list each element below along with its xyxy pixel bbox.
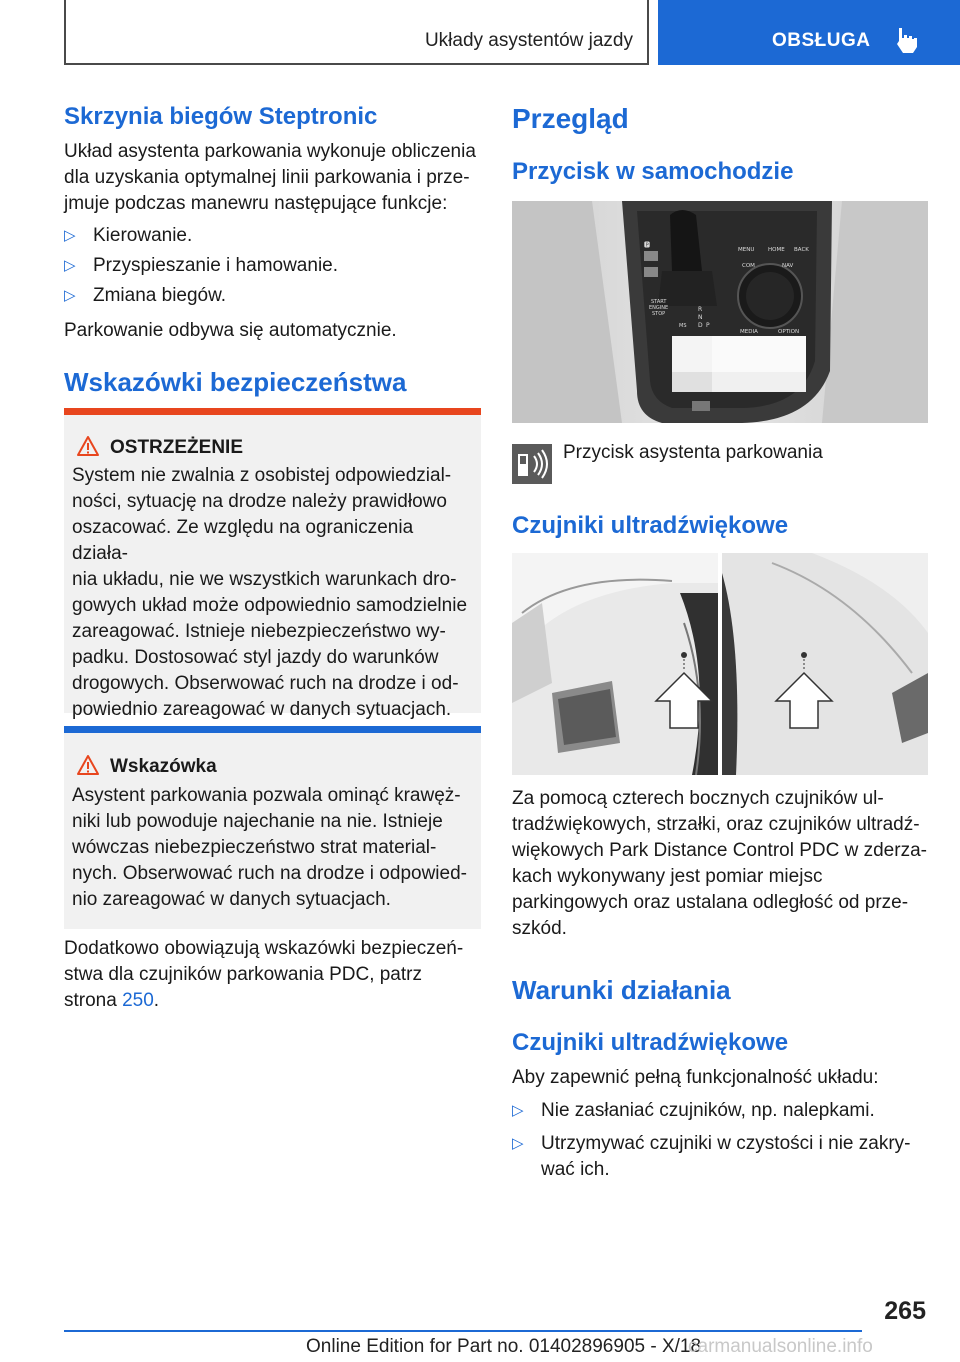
warning-text: System nie zwalnia z osobistej odpowiedzial- ności, sytuację na drodze należy prawidłowo oszacować. Ze względu na ograniczenia działa- nia układu, nie we wszystkich warunkach dro- gowych układ może odpowiednio samodzielnie zareagować. Istnieje niebezpieczeństwo wy- padku. Dostosować styl jazdy do warunków drogowych. Obserwować ruch na drodze i od- powiednio zareagować w danych sytuacjach. xyxy=(72,465,468,720)
console-label: P xyxy=(706,322,710,329)
console-label: N xyxy=(698,314,703,321)
header-chapter-label: OBSŁUGA xyxy=(772,30,871,51)
hand-pointer-icon xyxy=(894,26,920,54)
center-console-drawing xyxy=(512,201,928,423)
overview-heading: Przegląd xyxy=(512,103,629,134)
console-label: COM xyxy=(742,263,755,269)
notice-title: Wskazówka xyxy=(110,756,217,777)
footer-watermark: carmanualsonline.info xyxy=(688,1336,873,1357)
extra-note-line: Dodatkowo obowiązują wskazówki bezpieczeń- xyxy=(64,938,464,959)
console-label: ENGINE xyxy=(649,305,669,311)
console-label: OPTION xyxy=(778,329,800,335)
sensors-text-line: tradźwiękowych, strzałki, oraz czujników ultradź- xyxy=(512,814,920,835)
console-label: MS xyxy=(679,323,687,329)
page-number: 265 xyxy=(884,1297,926,1325)
center-console-image xyxy=(512,201,928,423)
warning-title: OSTRZEŻENIE xyxy=(110,437,244,458)
ultrasonic-sensors-image xyxy=(512,553,928,775)
sensors-text-line: kach wykonywany jest pomiar miejsc xyxy=(512,866,823,887)
warning-triangle-icon xyxy=(76,435,100,457)
svg-text:🅿: 🅿 xyxy=(644,242,651,249)
footer-edition: Online Edition for Part no. 01402896905 - X/18 xyxy=(306,1336,702,1357)
conditions-subheading: Czujniki ultradźwiękowe xyxy=(512,1029,789,1056)
bullet-triangle-icon: ▷ xyxy=(512,1102,524,1119)
console-label: MENU xyxy=(738,247,755,253)
console-label: R xyxy=(698,306,703,313)
console-label: MEDIA xyxy=(740,329,758,335)
console-label: BACK xyxy=(794,247,809,253)
page-reference-link[interactable]: 250 xyxy=(122,990,154,1011)
console-label: START xyxy=(651,299,667,305)
list-item-continuation: wać ich. xyxy=(541,1159,610,1180)
warning-box xyxy=(64,408,481,720)
extra-note-line: strona 250. xyxy=(64,990,160,1011)
header-section-title: Układy asystentów jazdy xyxy=(424,30,633,51)
bullet-triangle-icon: ▷ xyxy=(512,1135,524,1152)
safety-heading: Wskazówki bezpieczeństwa xyxy=(64,367,407,397)
conditions-intro: Aby zapewnić pełną funkcjonalność układu: xyxy=(512,1067,879,1088)
notice-box xyxy=(64,726,481,929)
bullet-triangle-icon: ▷ xyxy=(64,227,76,244)
conditions-heading: Warunki działania xyxy=(512,975,731,1005)
steptronic-intro-line: dla uzyskania optymalnej linii parkowania i prze- xyxy=(64,167,470,188)
steptronic-outro: Parkowanie odbywa się automatycznie. xyxy=(64,320,397,341)
extra-note-line: stwa dla czujników parkowania PDC, patrz xyxy=(64,964,422,985)
sensors-text-line: parkingowych oraz ustalana odległość od prze- xyxy=(512,892,909,913)
bullet-triangle-icon: ▷ xyxy=(64,257,76,274)
notice-text: Asystent parkowania pozwala ominąć krawęż- niki lub powoduje najechanie na nie. Istnieje wówczas niebezpieczeństwo strat material- nych. Obserwować ruch na drodze i odpowied- nio zareagować w danych sytuacjach. xyxy=(72,785,467,910)
ultrasonic-sensors-drawing xyxy=(512,553,928,775)
sensors-heading: Czujniki ultradźwiękowe xyxy=(512,512,789,539)
sensors-text-line: szkód. xyxy=(512,918,567,939)
warning-triangle-icon xyxy=(76,754,100,776)
bullet-triangle-icon: ▷ xyxy=(64,287,76,304)
console-label: D xyxy=(698,322,703,329)
footer-divider xyxy=(64,1330,862,1332)
console-label: NAV xyxy=(782,263,794,269)
sensors-text-line: Za pomocą czterech bocznych czujników ul- xyxy=(512,788,884,809)
console-label: STOP xyxy=(652,311,666,317)
header-section-box xyxy=(64,0,649,65)
header-chapter-tab[interactable] xyxy=(658,0,960,65)
notice-bar xyxy=(64,726,481,733)
steptronic-intro-line: Układ asystenta parkowania wykonuje obliczenia xyxy=(64,141,476,162)
steptronic-intro-line: jmuje podczas manewru następujące funkcje: xyxy=(64,193,448,214)
steptronic-heading: Skrzynia biegów Steptronic xyxy=(64,103,378,130)
parking-assistant-button-icon xyxy=(512,444,552,484)
console-label: HOME xyxy=(768,247,785,253)
sensors-text-line: więkowych Park Distance Control PDC w zderza- xyxy=(512,840,927,861)
button-heading: Przycisk w samochodzie xyxy=(512,158,794,185)
button-caption: Przycisk asystenta parkowania xyxy=(563,442,823,463)
warning-bar xyxy=(64,408,481,415)
